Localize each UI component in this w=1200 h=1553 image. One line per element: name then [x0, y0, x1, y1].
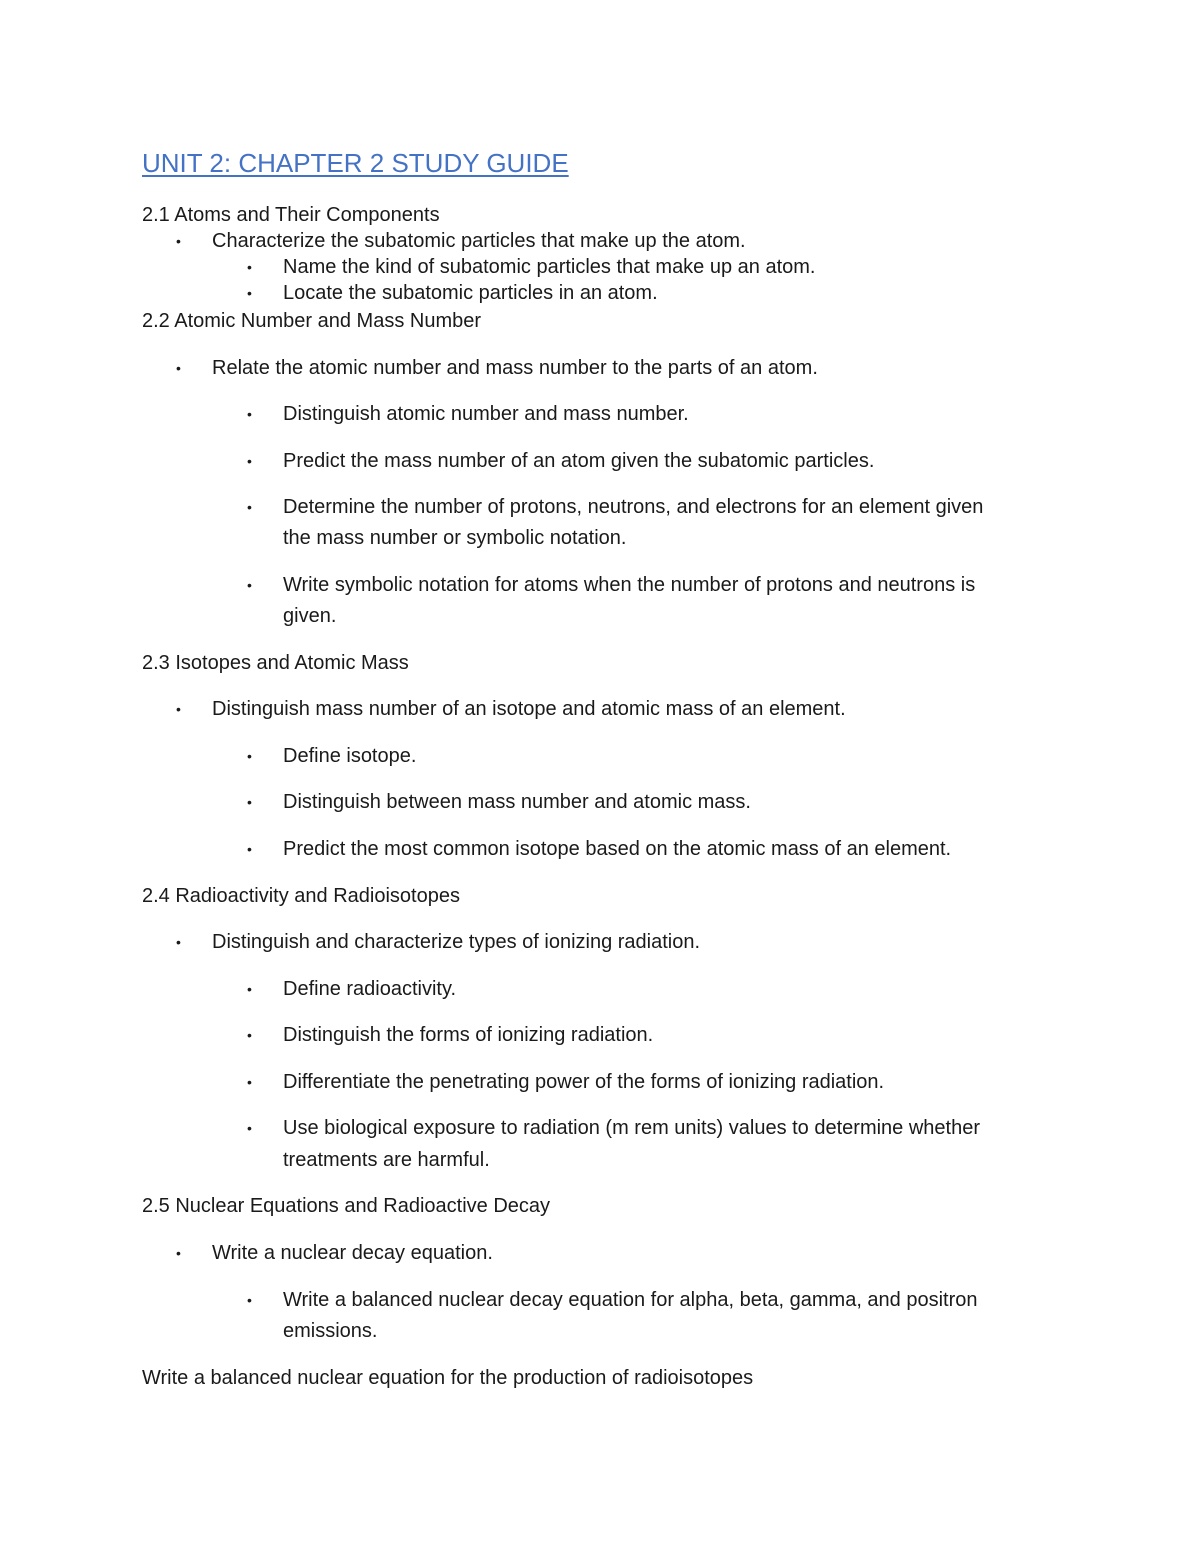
page-title: UNIT 2: CHAPTER 2 STUDY GUIDE [142, 148, 569, 178]
list-item: Characterize the subatomic particles that make up the atom. [212, 230, 746, 252]
section-heading-2-3: 2.3 Isotopes and Atomic Mass [142, 652, 409, 674]
list-item: Relate the atomic number and mass number to the parts of an atom. [212, 357, 818, 379]
bullet-icon: • [176, 1245, 181, 1261]
list-item: Determine the number of protons, neutrons, and electrons for an element given [283, 496, 984, 518]
list-item: Distinguish between mass number and atomic mass. [283, 791, 751, 813]
bullet-icon: • [247, 577, 252, 593]
bullet-icon: • [247, 841, 252, 857]
bullet-icon: • [247, 285, 252, 301]
list-item: Distinguish mass number of an isotope and atomic mass of an element. [212, 698, 846, 720]
list-item: Predict the mass number of an atom given the subatomic particles. [283, 450, 875, 472]
list-item: Use biological exposure to radiation (m rem units) values to determine whether [283, 1117, 981, 1139]
list-item-continuation: treatments are harmful. [283, 1149, 490, 1171]
list-item: Name the kind of subatomic particles that make up an atom. [283, 256, 816, 278]
list-item: Distinguish atomic number and mass number. [283, 403, 689, 425]
bullet-icon: • [247, 981, 252, 997]
list-item: Distinguish and characterize types of ionizing radiation. [212, 931, 701, 953]
bullet-icon: • [247, 453, 252, 469]
list-item: Define isotope. [283, 745, 417, 767]
closing-text: Write a balanced nuclear equation for the production of radioisotopes [142, 1367, 754, 1389]
list-item: Locate the subatomic particles in an atom. [283, 282, 658, 304]
section-heading-2-4: 2.4 Radioactivity and Radioisotopes [142, 885, 460, 907]
list-item-continuation: given. [283, 605, 337, 627]
list-item: Write symbolic notation for atoms when the number of protons and neutrons is [283, 574, 976, 596]
bullet-icon: • [247, 794, 252, 810]
list-item: Distinguish the forms of ionizing radiation. [283, 1024, 654, 1046]
list-item: Write a balanced nuclear decay equation for alpha, beta, gamma, and positron [283, 1289, 978, 1311]
section-heading-2-2: 2.2 Atomic Number and Mass Number [142, 310, 482, 332]
bullet-icon: • [247, 1074, 252, 1090]
bullet-icon: • [247, 406, 252, 422]
list-item: Differentiate the penetrating power of the forms of ionizing radiation. [283, 1071, 885, 1093]
section-heading-2-1: 2.1 Atoms and Their Components [142, 204, 440, 226]
bullet-icon: • [247, 1292, 252, 1308]
list-item: Predict the most common isotope based on the atomic mass of an element. [283, 838, 952, 860]
bullet-icon: • [176, 233, 181, 249]
bullet-icon: • [176, 360, 181, 376]
list-item-continuation: emissions. [283, 1320, 378, 1342]
bullet-icon: • [247, 1120, 252, 1136]
section-heading-2-5: 2.5 Nuclear Equations and Radioactive Decay [142, 1195, 551, 1217]
list-item: Write a nuclear decay equation. [212, 1242, 493, 1264]
bullet-icon: • [176, 934, 181, 950]
bullet-icon: • [247, 259, 252, 275]
list-item-continuation: the mass number or symbolic notation. [283, 527, 627, 549]
bullet-icon: • [247, 1027, 252, 1043]
bullet-icon: • [247, 499, 252, 515]
list-item: Define radioactivity. [283, 978, 457, 1000]
bullet-icon: • [247, 748, 252, 764]
bullet-icon: • [176, 701, 181, 717]
